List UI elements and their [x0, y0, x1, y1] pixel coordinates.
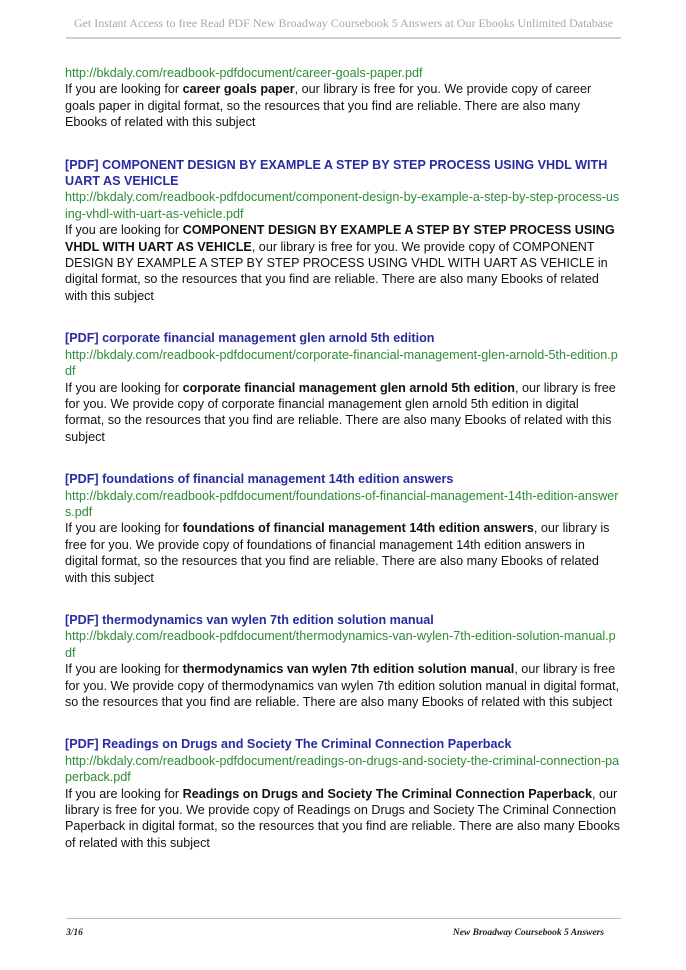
desc-suffix: , our library is free for you. We provide copy of thermodynamics van wylen 7th edition solution manual in digital format, so the resources that you find are reliable. There are also many Ebooks of related with this subject — [65, 662, 620, 709]
entry-url-link[interactable]: http://bkdaly.com/readbook-pdfdocument/career-goals-paper.pdf — [65, 66, 423, 80]
page-number: 3/16 — [66, 928, 83, 938]
entry-url-link[interactable]: http://bkdaly.com/readbook-pdfdocument/foundations-of-financial-management-14th-edition-answers.pdf — [65, 488, 619, 519]
page-header: Get Instant Access to free Read PDF New Broadway Coursebook 5 Answers at Our Ebooks Unlimited Database — [73, 16, 614, 30]
entry-title[interactable]: [PDF] COMPONENT DESIGN BY EXAMPLE A STEP BY STEP PROCESS USING VHDL WITH UART AS VEHICLE — [65, 157, 608, 189]
header-divider — [66, 37, 621, 39]
desc-suffix: , our library is free for you. We provide copy of Readings on Drugs and Society The Criminal Connection Paperback in digital format, so the resources that you find are reliable. There are also many Ebooks of related with this subject — [65, 786, 620, 850]
list-item — [65, 471, 621, 586]
entry-url-link[interactable]: http://bkdaly.com/readbook-pdfdocument/readings-on-drugs-and-society-the-criminal-connection-paperback.pdf — [65, 753, 620, 785]
entry-url-link[interactable]: http://bkdaly.com/readbook-pdfdocument/component-design-by-example-a-step-by-step-process-using-vhdl-with-uart-as-vehicle.pdf — [65, 190, 620, 221]
desc-suffix: , our library is free for you. We provide copy of COMPONENT DESIGN BY EXAMPLE A STEP BY STEP PROCESS USING VHDL WITH UART AS VEHICLE in digital format, so the resources that you find are reliable. There are also many Ebooks of related with this subject — [65, 239, 608, 303]
desc-suffix: , our library is free for you. We provide copy of foundations of financial management 14th edition answers in digital format, so the resources that you find are reliable. There are also many Ebooks of related with this subject — [65, 521, 610, 585]
entry-description — [65, 786, 621, 852]
list-item — [65, 157, 621, 305]
list-item — [65, 612, 621, 710]
footer-title: New Broadway Coursebook 5 Answers — [452, 928, 604, 938]
desc-bold-title: thermodynamics van wylen 7th edition solution manual — [182, 662, 515, 677]
desc-suffix: , our library is free for you. We provide copy of corporate financial management glen arnold 5th edition in digital format, so the resources that you find are reliable. There are also many Ebooks of related with this subject — [65, 380, 616, 444]
entry-url-link[interactable]: http://bkdaly.com/readbook-pdfdocument/corporate-financial-management-glen-arnold-5th-edition.pdf — [65, 347, 618, 379]
desc-prefix: If you are looking for — [65, 662, 183, 677]
entries-list — [65, 65, 621, 877]
entry-description — [65, 380, 621, 446]
entry-description — [65, 661, 621, 710]
desc-bold-title: Readings on Drugs and Society The Criminal Connection Paperback — [182, 786, 592, 801]
entry-url-link[interactable]: http://bkdaly.com/readbook-pdfdocument/thermodynamics-van-wylen-7th-edition-solution-manual.pdf — [65, 629, 616, 660]
list-item — [65, 65, 621, 131]
desc-prefix: If you are looking for — [65, 223, 183, 238]
desc-prefix: If you are looking for — [65, 786, 183, 801]
desc-bold-title: COMPONENT DESIGN BY EXAMPLE A STEP BY STEP PROCESS USING VHDL WITH UART AS VEHICLE — [65, 223, 615, 254]
desc-bold-title: career goals paper — [182, 82, 295, 97]
entry-description — [65, 81, 621, 130]
desc-bold-title: foundations of financial management 14th edition answers — [182, 521, 534, 536]
desc-prefix: If you are looking for — [65, 521, 183, 536]
desc-suffix: , our library is free for you. We provide copy of career goals paper in digital format, so the resources that you find are reliable. There are also many Ebooks of related with this subject — [65, 82, 592, 130]
desc-prefix: If you are looking for — [65, 380, 183, 395]
entry-description — [65, 222, 621, 304]
desc-prefix: If you are looking for — [65, 82, 183, 97]
list-item — [65, 330, 621, 445]
desc-bold-title: corporate financial management glen arnold 5th edition — [182, 380, 515, 395]
entry-title[interactable]: [PDF] Readings on Drugs and Society The Criminal Connection Paperback — [65, 737, 512, 752]
entry-title[interactable]: [PDF] thermodynamics van wylen 7th edition solution manual — [65, 612, 434, 627]
footer-divider — [66, 918, 621, 919]
entry-title[interactable]: [PDF] foundations of financial management 14th edition answers — [65, 472, 454, 487]
entry-title[interactable]: [PDF] corporate financial management glen arnold 5th edition — [65, 331, 435, 346]
list-item — [65, 736, 621, 851]
entry-description — [65, 520, 621, 586]
